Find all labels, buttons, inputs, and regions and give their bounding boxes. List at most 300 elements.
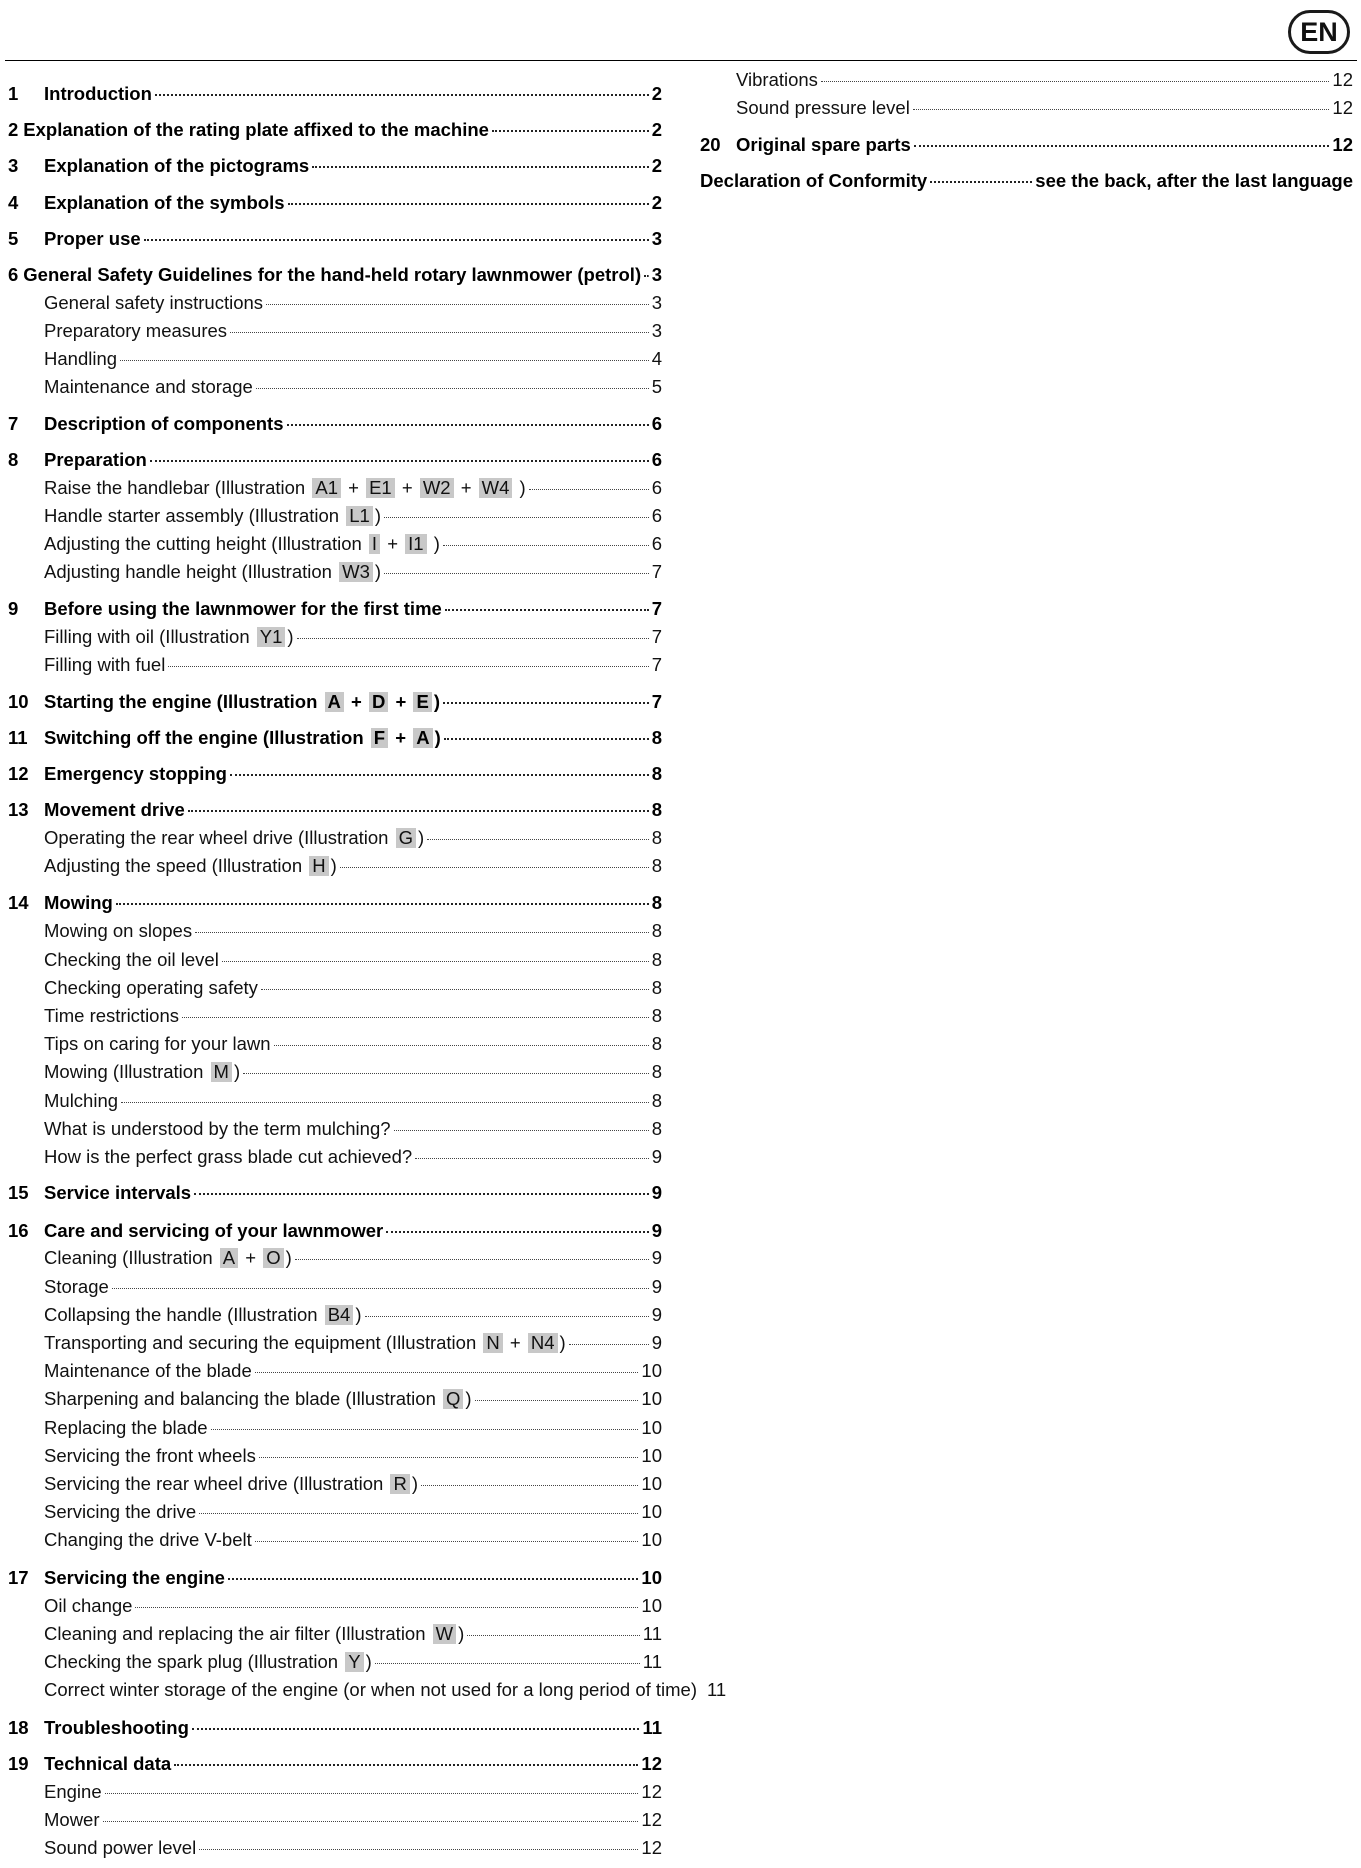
toc-entry-title-text: Emergency stopping <box>44 763 227 784</box>
toc-entry-number: 5 <box>8 228 19 249</box>
dot-leader <box>112 1288 649 1289</box>
toc-entry-title <box>44 533 440 555</box>
toc-entry[interactable] <box>8 1717 662 1741</box>
illustration-tag: W3 <box>339 562 373 582</box>
toc-entry-page: 6 <box>651 413 662 434</box>
dot-leader <box>274 1045 649 1046</box>
toc-entry-title-text: Maintenance and storage <box>44 376 253 397</box>
toc-entry-page: 12 <box>1332 134 1353 155</box>
toc-entry[interactable] <box>8 533 662 557</box>
toc-entry-title-text: Starting the engine (Illustration <box>44 691 323 712</box>
illustration-tag: M <box>211 1062 232 1082</box>
dot-leader <box>188 810 649 812</box>
illustration-tag: G <box>396 828 416 848</box>
plus-sign: + <box>390 727 412 748</box>
toc-entry[interactable] <box>8 1332 662 1356</box>
toc-entry-title <box>44 1118 391 1140</box>
toc-entry-title <box>44 598 442 620</box>
toc-entry-title-text: Original spare parts <box>736 134 911 155</box>
toc-entry-page: 8 <box>651 977 662 998</box>
toc-entry-title <box>44 1501 196 1523</box>
dot-leader <box>394 1130 649 1131</box>
toc-entry-title-text: Collapsing the handle (Illustration <box>44 1304 323 1325</box>
toc-entry-title-text: Troubleshooting <box>44 1717 189 1738</box>
toc-entry-title <box>44 1837 196 1859</box>
dot-leader <box>384 573 649 574</box>
toc-entry-page: 8 <box>651 855 662 876</box>
dot-leader <box>467 1635 639 1636</box>
illustration-tag: Q <box>443 1389 463 1409</box>
plus-sign: + <box>345 691 368 712</box>
toc-entry[interactable] <box>8 449 662 473</box>
toc-entry[interactable] <box>8 1360 662 1384</box>
toc-entry-page: 2 <box>651 192 662 213</box>
toc-entry-title <box>44 977 258 999</box>
toc-entry-title <box>44 1623 464 1645</box>
toc-entry-page: 9 <box>651 1332 662 1353</box>
title-suffix: ) <box>433 691 440 712</box>
toc-entry[interactable] <box>8 1118 662 1142</box>
toc-entry-title-text: Engine <box>44 1781 102 1802</box>
plus-sign: + <box>390 691 412 712</box>
dot-leader <box>569 1344 649 1345</box>
toc-entry[interactable] <box>8 977 662 1001</box>
toc-entry-title <box>44 1445 256 1467</box>
toc-entry[interactable] <box>8 799 662 823</box>
plus-sign: + <box>455 477 477 498</box>
toc-entry-title-text: Servicing the engine <box>44 1567 225 1588</box>
illustration-tag: L1 <box>346 506 373 526</box>
illustration-tag: W <box>433 1624 456 1644</box>
dot-leader <box>105 1793 639 1794</box>
toc-entry[interactable] <box>8 763 662 787</box>
toc-entry-title-text: Declaration of Conformity <box>700 170 928 191</box>
toc-entry-title <box>44 155 309 177</box>
toc-entry-title-text: Adjusting the cutting height (Illustration <box>44 533 367 554</box>
toc-entry[interactable] <box>8 1529 662 1553</box>
toc-entry-title <box>736 69 818 91</box>
title-suffix: ) <box>418 827 425 848</box>
toc-entry[interactable] <box>8 192 662 216</box>
toc-entry-title <box>44 1679 697 1701</box>
toc-entry[interactable] <box>8 320 662 344</box>
illustration-tag: A <box>220 1248 238 1268</box>
toc-entry[interactable] <box>8 949 662 973</box>
toc-entry-page: 12 <box>641 1753 662 1774</box>
dot-leader <box>230 774 649 776</box>
toc-entry-title <box>23 119 489 141</box>
illustration-tag: A <box>413 728 432 748</box>
toc-entry-page: 2 <box>651 155 662 176</box>
toc-entry-title <box>44 477 526 499</box>
toc-entry-page: 2 <box>651 119 662 140</box>
toc-entry-title-text: Oil change <box>44 1595 133 1616</box>
dot-leader <box>199 1513 638 1514</box>
toc-entry[interactable] <box>8 827 662 851</box>
toc-entry-title-text: Mowing (Illustration <box>44 1061 209 1082</box>
toc-entry-number: 14 <box>8 892 29 913</box>
toc-entry-page: 9 <box>651 1304 662 1325</box>
toc-entry-page: 8 <box>651 1033 662 1054</box>
toc-entry[interactable] <box>8 1061 662 1085</box>
toc-entry[interactable] <box>8 1679 727 1703</box>
toc-entry-page: 3 <box>651 264 662 285</box>
toc-entry-title <box>44 1717 189 1739</box>
toc-entry-title-text: How is the perfect grass blade cut achieved? <box>44 1146 413 1167</box>
dot-leader <box>529 489 649 490</box>
toc-entry[interactable] <box>8 1276 662 1300</box>
toc-entry[interactable] <box>8 561 662 585</box>
toc-entry[interactable] <box>8 413 662 437</box>
toc-entry-page: 12 <box>641 1809 662 1830</box>
toc-entry-title-text: Maintenance of the blade <box>44 1360 252 1381</box>
toc-entry-page: 10 <box>641 1473 662 1494</box>
toc-entry[interactable] <box>8 292 662 316</box>
dot-leader <box>261 989 649 990</box>
toc-entry[interactable] <box>8 691 662 715</box>
toc-entry-page: 8 <box>651 1090 662 1111</box>
toc-entry-title <box>44 1651 372 1673</box>
toc-entry[interactable] <box>8 477 662 501</box>
toc-entry-title-text: Checking the oil level <box>44 949 219 970</box>
toc-entry-title-text: Storage <box>44 1276 109 1297</box>
toc-entry-page: 3 <box>651 320 662 341</box>
toc-entry-page: 8 <box>651 799 662 820</box>
title-suffix: ) <box>330 855 337 876</box>
toc-entry[interactable] <box>8 119 662 143</box>
toc-entry-page: 11 <box>707 1679 727 1700</box>
toc-entry[interactable] <box>8 855 662 879</box>
toc-entry-page: 8 <box>651 920 662 941</box>
toc-entry-title <box>44 292 263 314</box>
toc-entry-number: 4 <box>8 192 19 213</box>
toc-entry-title-text: Sharpening and balancing the blade (Illustration <box>44 1388 442 1409</box>
toc-entry-title <box>44 654 165 676</box>
toc-entry-title-text: Before using the lawnmower for the first time <box>44 598 442 619</box>
toc-entry-title-text: Raise the handlebar (Illustration <box>44 477 311 498</box>
title-suffix: ) <box>559 1332 566 1353</box>
toc-entry[interactable] <box>8 1445 662 1469</box>
dot-leader <box>255 1372 639 1373</box>
toc-entry[interactable] <box>8 264 662 288</box>
toc-entry-page: 6 <box>651 449 662 470</box>
toc-entry-title-text: Mowing on slopes <box>44 920 193 941</box>
illustration-tag: D <box>369 692 388 712</box>
toc-entry-title-text: Sound power level <box>44 1837 197 1858</box>
dot-leader <box>427 839 649 840</box>
illustration-tag: W4 <box>479 478 513 498</box>
toc-entry-page: 10 <box>641 1529 662 1550</box>
toc-entry[interactable] <box>8 1567 662 1591</box>
toc-entry-number: 12 <box>8 763 29 784</box>
toc-entry[interactable] <box>700 69 1353 93</box>
toc-entry[interactable] <box>8 920 662 944</box>
toc-entry-page: 3 <box>651 228 662 249</box>
title-suffix: ) <box>355 1304 362 1325</box>
toc-entry[interactable] <box>8 1753 662 1777</box>
toc-entry[interactable] <box>700 134 1353 158</box>
toc-entry-title-text: Proper use <box>44 228 141 249</box>
toc-entry-title-text: Mower <box>44 1809 100 1830</box>
toc-entry[interactable] <box>700 97 1353 121</box>
dot-leader <box>365 1316 649 1317</box>
toc-entry[interactable] <box>8 1837 662 1861</box>
toc-entry[interactable] <box>8 626 662 650</box>
toc-entry-title <box>44 855 337 877</box>
illustration-tag: H <box>309 856 328 876</box>
toc-entry-title-text: Sound pressure level <box>736 97 910 118</box>
toc-entry-page: 7 <box>651 598 662 619</box>
toc-entry-title-text: Mowing <box>44 892 113 913</box>
toc-entry[interactable] <box>8 83 662 107</box>
dot-leader <box>150 460 649 462</box>
dot-leader <box>266 304 649 305</box>
toc-entry-page: 9 <box>651 1276 662 1297</box>
toc-entry-title-text: Servicing the front wheels <box>44 1445 256 1466</box>
toc-entry-number: 11 <box>8 727 28 748</box>
title-suffix: ) <box>285 1247 292 1268</box>
toc-entry-page: 11 <box>642 1623 662 1644</box>
toc-entry-page: 3 <box>651 292 662 313</box>
illustration-tag: B4 <box>325 1305 354 1325</box>
toc-entry-page: 5 <box>651 376 662 397</box>
toc-entry-page: 8 <box>651 727 662 748</box>
toc-entry-title-text: Filling with oil (Illustration <box>44 626 255 647</box>
title-suffix: ) <box>374 505 381 526</box>
toc-entry[interactable] <box>8 1033 662 1057</box>
toc-entry[interactable] <box>8 228 662 252</box>
toc-entry-title <box>44 320 227 342</box>
toc-entry-title <box>700 170 927 192</box>
dot-leader <box>930 181 1032 183</box>
toc-entry-title <box>44 1595 132 1617</box>
toc-entry[interactable] <box>8 1220 662 1244</box>
dot-leader <box>312 166 649 168</box>
toc-entry-page: see the back, after the last language <box>1035 170 1353 191</box>
toc-entry-title <box>44 892 113 914</box>
toc-entry[interactable] <box>8 727 662 751</box>
toc-entry[interactable] <box>8 1146 662 1170</box>
dot-leader <box>222 961 649 962</box>
toc-entry-title <box>44 1220 383 1242</box>
toc-entry-title <box>44 1567 225 1589</box>
plus-sign: + <box>382 533 404 554</box>
toc-entry[interactable] <box>8 1182 662 1206</box>
dot-leader <box>340 867 649 868</box>
toc-entry-title <box>44 920 192 942</box>
dot-leader <box>155 94 649 96</box>
toc-entry-title-text: Explanation of the symbols <box>44 192 285 213</box>
toc-entry-page: 9 <box>651 1247 662 1268</box>
toc-entry-title-text: Switching off the engine (Illustration <box>44 727 369 748</box>
toc-entry-page: 8 <box>651 763 662 784</box>
toc-entry-page: 11 <box>642 1717 662 1738</box>
toc-entry-title-text: Service intervals <box>44 1182 192 1203</box>
toc-entry-title <box>44 1360 252 1382</box>
toc-entry-title-text: Time restrictions <box>44 1005 180 1026</box>
toc-entry[interactable] <box>8 1501 662 1525</box>
toc-entry-number: 16 <box>8 1220 29 1241</box>
illustration-tag: A1 <box>312 478 341 498</box>
toc-entry[interactable] <box>8 1623 662 1647</box>
toc-entry-number: 15 <box>8 1182 29 1203</box>
toc-entry-title-text: Preparatory measures <box>44 320 228 341</box>
toc-entry-page: 6 <box>651 477 662 498</box>
toc-entry-title-text: General Safety Guidelines for the hand-held rotary lawnmower (petrol) <box>23 264 642 285</box>
dot-leader <box>297 638 649 639</box>
dot-leader <box>375 1663 640 1664</box>
illustration-tag: R <box>390 1474 409 1494</box>
toc-entry[interactable] <box>8 1005 662 1029</box>
toc-entry-title-text: Tips on caring for your lawn <box>44 1033 271 1054</box>
toc-entry[interactable] <box>8 1809 662 1833</box>
toc-entry-title <box>44 1304 362 1326</box>
toc-entry-title-text: Correct winter storage of the engine (or when not used for a long period of time) <box>44 1679 697 1700</box>
toc-entry[interactable] <box>8 1417 662 1441</box>
toc-entry[interactable] <box>8 1473 662 1497</box>
toc-entry[interactable] <box>8 654 662 678</box>
toc-entry-page: 6 <box>651 505 662 526</box>
toc-entry-number: 8 <box>8 449 19 470</box>
dot-leader <box>444 738 649 740</box>
toc-entry-title <box>44 827 424 849</box>
toc-entry-title-text: Care and servicing of your lawnmower <box>44 1220 384 1241</box>
toc-entry-title-text: Mulching <box>44 1090 119 1111</box>
toc-entry-number: 7 <box>8 413 19 434</box>
toc-entry[interactable] <box>8 1781 662 1805</box>
toc-entry-title <box>44 1529 252 1551</box>
toc-entry[interactable] <box>8 598 662 622</box>
toc-entry-page: 7 <box>651 626 662 647</box>
illustration-tag: W2 <box>420 478 454 498</box>
illustration-tag: F <box>371 728 388 748</box>
toc-entry-page: 6 <box>651 533 662 554</box>
title-suffix: ) <box>411 1473 419 1494</box>
title-suffix: ) <box>434 727 441 748</box>
toc-entry-page: 9 <box>651 1182 662 1203</box>
toc-entry-title <box>44 1417 208 1439</box>
toc-entry-title-text: Explanation of the rating plate affixed to the machine <box>23 119 489 140</box>
dot-leader <box>230 332 649 333</box>
toc-entry-page: 9 <box>651 1146 662 1167</box>
plus-sign: + <box>240 1247 262 1268</box>
toc-entry[interactable] <box>8 505 662 529</box>
illustration-tag: I <box>369 534 380 554</box>
dot-leader <box>288 203 649 205</box>
toc-entry-title <box>44 1033 271 1055</box>
toc-entry[interactable] <box>8 1651 662 1675</box>
toc-entry-page: 10 <box>641 1445 662 1466</box>
illustration-tag: N4 <box>528 1333 558 1353</box>
toc-entry-title-text: General safety instructions <box>44 292 264 313</box>
dot-leader <box>287 424 649 426</box>
toc-entry-title-text: Transporting and securing the equipment (Illustration <box>44 1332 482 1353</box>
toc-entry-title <box>44 1753 171 1775</box>
toc-entry-page: 2 <box>651 83 662 104</box>
dot-leader <box>255 1541 639 1542</box>
dot-leader <box>295 1259 649 1260</box>
toc-entry-title <box>23 264 641 286</box>
toc-entry-page: 8 <box>651 1005 662 1026</box>
toc-entry-page: 12 <box>641 1837 662 1858</box>
dot-leader <box>194 1193 649 1195</box>
toc-entry[interactable] <box>700 170 1353 194</box>
toc-entry-number: 18 <box>8 1717 29 1738</box>
dot-leader <box>421 1485 638 1486</box>
toc-entry-page: 4 <box>651 348 662 369</box>
dot-leader <box>174 1764 638 1766</box>
toc-entry-title-text: Servicing the drive <box>44 1501 197 1522</box>
toc-entry-number: 20 <box>700 134 721 155</box>
dot-leader <box>243 1073 649 1074</box>
toc-entry-page: 10 <box>641 1360 662 1381</box>
toc-entry-title <box>44 83 152 105</box>
toc-entry-title <box>44 1005 179 1027</box>
toc-entry-number: 10 <box>8 691 29 712</box>
language-badge: EN <box>1288 10 1350 54</box>
toc-entry-title <box>44 449 147 471</box>
toc-entry[interactable] <box>8 1304 662 1328</box>
plus-sign: + <box>343 477 365 498</box>
toc-entry-page: 11 <box>642 1651 662 1672</box>
illustration-tag: O <box>263 1248 283 1268</box>
toc-entry-title-text: Explanation of the pictograms <box>44 155 310 176</box>
toc-entry-page: 10 <box>641 1595 662 1616</box>
toc-entry-number: 17 <box>8 1567 29 1588</box>
toc-entry-title-text: Description of components <box>44 413 284 434</box>
toc-entry-title-text: Movement drive <box>44 799 185 820</box>
toc-entry-title <box>44 413 284 435</box>
title-suffix: ) <box>428 533 440 554</box>
toc-entry[interactable] <box>8 348 662 372</box>
dot-leader <box>135 1607 638 1608</box>
toc-entry-title <box>44 376 253 398</box>
dot-leader <box>445 609 649 611</box>
dot-leader <box>211 1429 639 1430</box>
illustration-tag: N <box>483 1333 502 1353</box>
dot-leader <box>116 903 649 905</box>
toc-entry-page: 8 <box>651 892 662 913</box>
toc-entry-title-text: Handle starter assembly (Illustration <box>44 505 345 526</box>
dot-leader <box>168 666 648 667</box>
toc-entry-title-text: Cleaning (Illustration <box>44 1247 218 1268</box>
title-suffix: ) <box>514 477 526 498</box>
toc-entry-number: 6 <box>8 264 19 285</box>
toc-entry-title-text: Replacing the blade <box>44 1417 208 1438</box>
toc-entry-title-text: Adjusting the speed (Illustration <box>44 855 308 876</box>
title-suffix: ) <box>233 1061 241 1082</box>
toc-entry-title-text: Checking the spark plug (Illustration <box>44 1651 344 1672</box>
toc-entry-page: 10 <box>641 1567 662 1588</box>
toc-entry-title-text: Introduction <box>44 83 152 104</box>
toc-entry[interactable] <box>8 892 662 916</box>
toc-entry-title-text: Checking operating safety <box>44 977 258 998</box>
toc-entry-number: 3 <box>8 155 19 176</box>
dot-leader <box>386 1231 648 1233</box>
toc-entry[interactable] <box>8 376 662 400</box>
toc-entry[interactable] <box>8 1090 662 1114</box>
toc-entry[interactable] <box>8 1247 662 1271</box>
toc-entry-title <box>44 691 440 713</box>
toc-entry-page: 8 <box>651 827 662 848</box>
title-suffix: ) <box>287 626 294 647</box>
dot-leader <box>228 1578 638 1580</box>
toc-entry-number: 1 <box>8 83 19 104</box>
toc-entry[interactable] <box>8 1595 662 1619</box>
toc-entry[interactable] <box>8 1388 662 1412</box>
dot-leader <box>443 545 649 546</box>
toc-entry[interactable] <box>8 155 662 179</box>
